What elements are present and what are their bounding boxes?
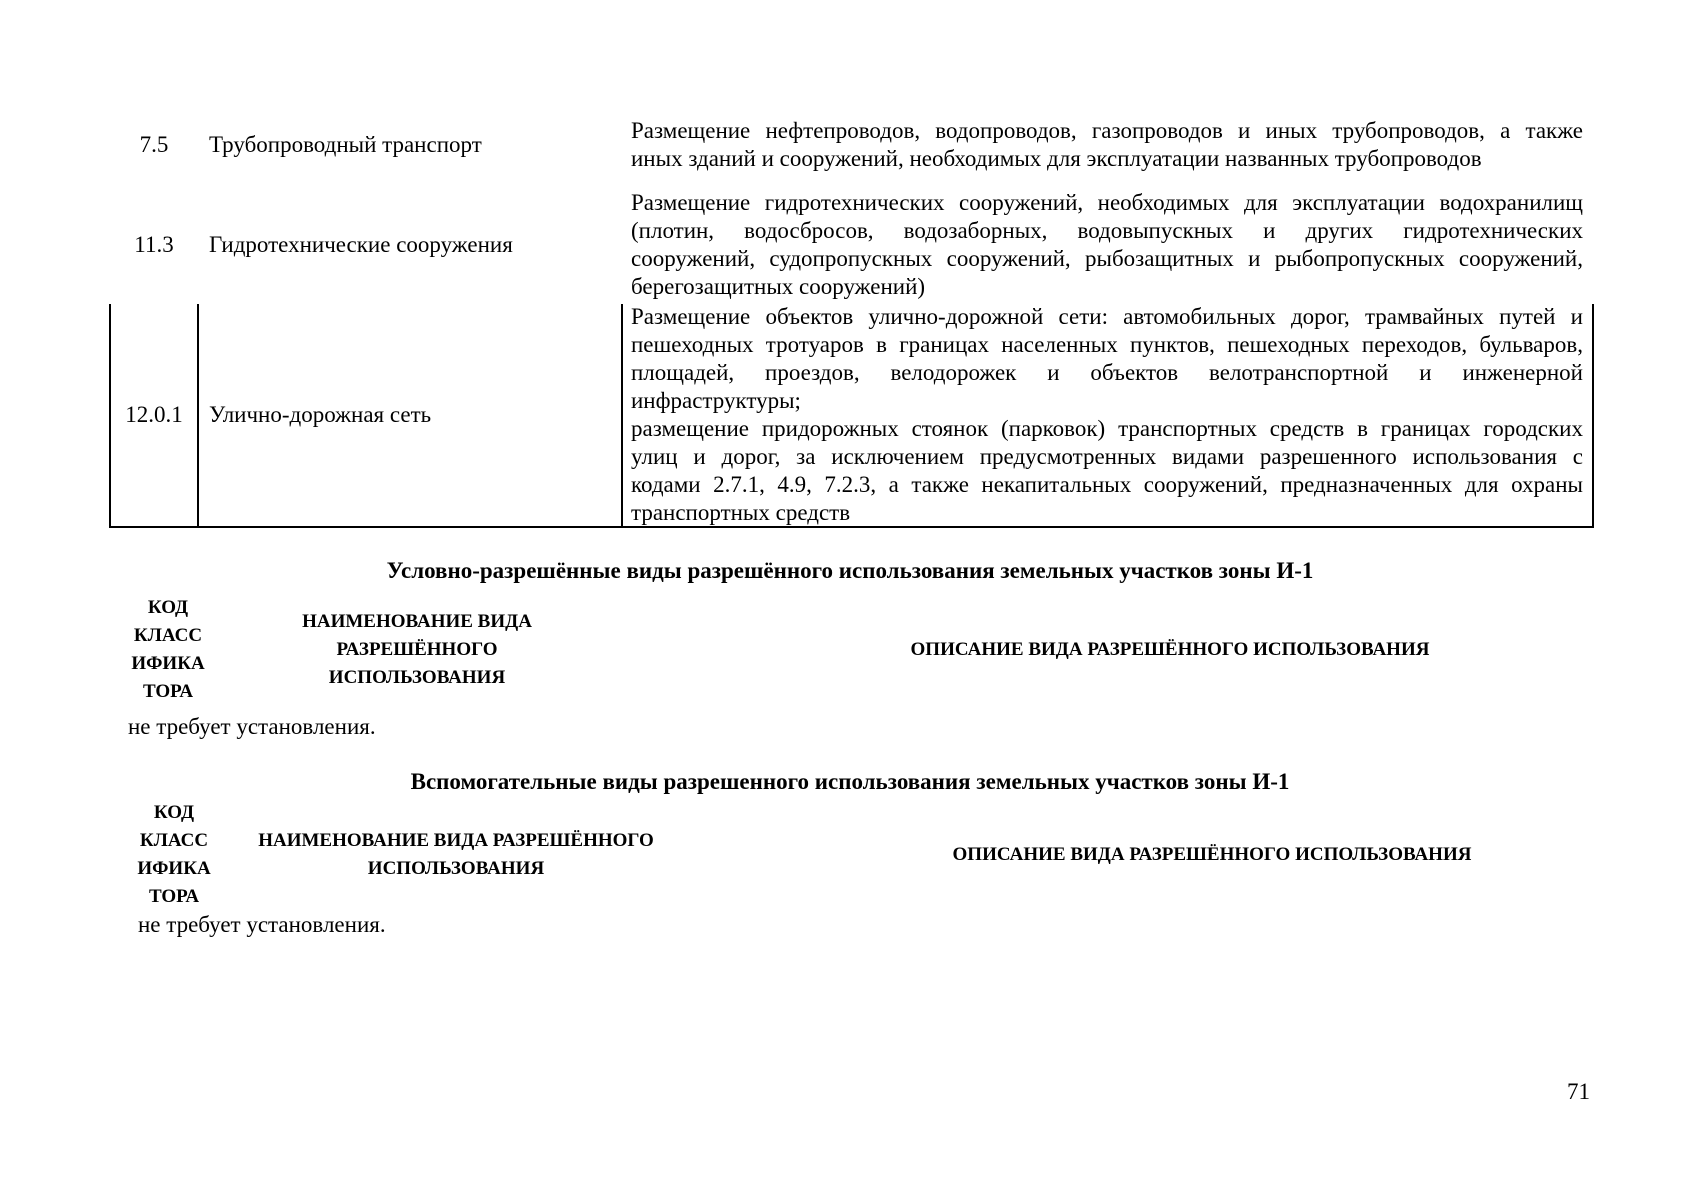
row-name: Трубопроводный транспорт (209, 132, 482, 157)
row-description (631, 189, 1583, 301)
header-line: ИФИКА (137, 858, 211, 879)
section-title: Вспомогательные виды разрешенного использования земельных участков зоны И-1 (410, 769, 1290, 794)
page-number: 71 (1567, 1079, 1590, 1104)
description-line: транспортных средств (631, 500, 851, 525)
description-line: иных зданий и сооружений, необходимых для эксплуатации названных трубопроводов (631, 146, 1482, 171)
section-title: Условно-разрешённые виды разрешённого использования земельных участков зоны И-1 (386, 558, 1314, 583)
header-line: ИСПОЛЬЗОВАНИЯ (367, 858, 545, 879)
description-line: Размещение гидротехнических сооружений, необходимых для эксплуатации водохранилищ (631, 190, 1583, 215)
description-line: (плотин, водосбросов, водозаборных, водовыпускных и других гидротехнических (631, 218, 1583, 243)
row-code: 12.0.1 (125, 402, 183, 427)
header-line: ИСПОЛЬЗОВАНИЯ (328, 667, 506, 688)
header-line: НАИМЕНОВАНИЕ ВИДА РАЗРЕШЁННОГО (258, 830, 654, 851)
header-line: КЛАСС (133, 625, 203, 646)
description-line: сооружений, судопропускных сооружений, рыбозащитных и рыбопропускных сооружений, (631, 246, 1583, 271)
table-border-left (109, 304, 111, 528)
description-line: Размещение объектов улично-дорожной сети: автомобильных дорог, трамвайных путей и (631, 304, 1583, 329)
description-line: площадей, проездов, велодорожек и объектов велотранспортной и инженерной (631, 360, 1583, 385)
header-line: КОД (147, 597, 189, 618)
row-description (631, 117, 1583, 173)
header-line: КОД (153, 802, 195, 823)
header-line: НАИМЕНОВАНИЕ ВИДА (302, 611, 532, 632)
header-line: РАЗРЕШЁННОГО (336, 639, 498, 660)
description-line: инфраструктуры; (631, 388, 801, 413)
section-note: не требует установления. (128, 714, 376, 739)
description-line: берегозащитных сооружений) (631, 274, 926, 299)
header-line: КЛАСС (139, 830, 209, 851)
header-line: ИФИКА (131, 653, 205, 674)
description-line: пешеходных тротуаров в границах населенных пунктов, пешеходных переходов, бульваров, (631, 332, 1583, 357)
name-column-header (246, 827, 666, 883)
description-column-header: ОПИСАНИЕ ВИДА РАЗРЕШЁННОГО ИСПОЛЬЗОВАНИЯ (952, 844, 1472, 865)
row-code: 11.3 (134, 232, 174, 257)
row-name: Гидротехнические сооружения (209, 232, 513, 257)
table-border-right (1592, 304, 1594, 528)
description-line: размещение придорожных стоянок (парковок) транспортных средств в границах городских (631, 416, 1583, 441)
header-line: ТОРА (148, 886, 200, 907)
row-code: 7.5 (139, 132, 169, 157)
description-column-header: ОПИСАНИЕ ВИДА РАЗРЕШЁННОГО ИСПОЛЬЗОВАНИЯ (910, 639, 1430, 660)
row-name: Улично-дорожная сеть (209, 402, 432, 427)
description-line: улиц и дорог, за исключением предусмотренных видами разрешенного использования с (631, 444, 1583, 469)
name-column-header (262, 608, 572, 692)
section-note: не требует установления. (138, 912, 386, 937)
header-line: ТОРА (142, 681, 194, 702)
description-line: кодами 2.7.1, 4.9, 7.2.3, а также некапитальных сооружений, предназначенных для охраны (631, 472, 1583, 497)
row-description (631, 303, 1583, 527)
table-border-col1 (197, 304, 199, 528)
code-column-header (124, 799, 224, 911)
description-line: Размещение нефтепроводов, водопроводов, газопроводов и иных трубопроводов, а также (631, 118, 1583, 143)
code-column-header (118, 594, 218, 706)
table-border-col2 (621, 304, 623, 528)
